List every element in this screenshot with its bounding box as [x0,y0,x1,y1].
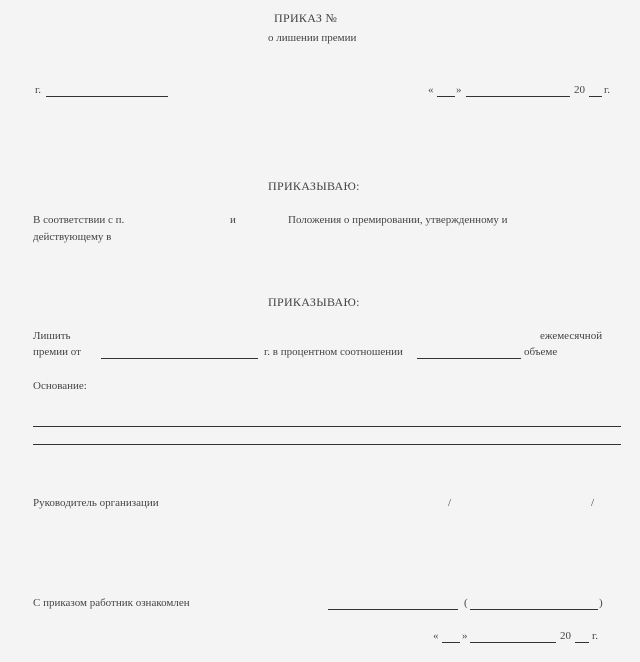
section1-text-part2: и [230,214,236,226]
order-title: ПРИКАЗ № [274,11,338,25]
ack-paren-close: ) [599,597,603,609]
bonus-type: ежемесячной [540,330,603,342]
bonus-period-line [101,358,258,359]
ack-name-line [470,609,598,610]
deprive-label: Лишить [33,330,71,342]
ack-date-quote-close: » [462,630,468,642]
date-month-line [466,96,570,97]
ack-date-year-suffix: г. [592,630,599,642]
basis-line-1 [33,426,621,427]
date-quote-close: » [456,84,462,96]
order-subtitle: о лишении премии [268,32,357,44]
date-day-line [437,96,455,97]
city-line [46,96,168,97]
date-quote-open: « [428,84,434,96]
ack-date-year-line [575,642,589,643]
head-slash-2: / [591,497,595,509]
section1-text-line2: действующему в [33,231,112,243]
ack-date-year-prefix: 20 [560,630,571,642]
city-prefix: г. [35,84,42,96]
ack-label: С приказом работник ознакомлен [33,597,190,609]
bonus-from-label: премии от [33,346,81,358]
percent-value-line [417,358,521,359]
percent-text: г. в процентном соотношении [264,346,403,358]
section2-heading: ПРИКАЗЫВАЮ: [268,295,360,309]
section1-heading: ПРИКАЗЫВАЮ: [268,179,360,193]
basis-label: Основание: [33,380,87,392]
section1-text-part1: В соответствии с п. [33,214,125,226]
amount-text: объеме [524,346,558,358]
date-year-prefix: 20 [574,84,585,96]
ack-date-month-line [470,642,556,643]
date-year-line [589,96,602,97]
ack-paren-open: ( [464,597,468,609]
basis-line-2 [33,444,621,445]
head-slash-1: / [448,497,452,509]
ack-date-day-line [442,642,460,643]
head-label: Руководитель организации [33,497,159,509]
ack-signature-line [328,609,458,610]
ack-date-quote-open: « [433,630,439,642]
section1-text-part3: Положения о премировании, утвержденному и [288,214,508,226]
date-year-suffix: г. [604,84,611,96]
